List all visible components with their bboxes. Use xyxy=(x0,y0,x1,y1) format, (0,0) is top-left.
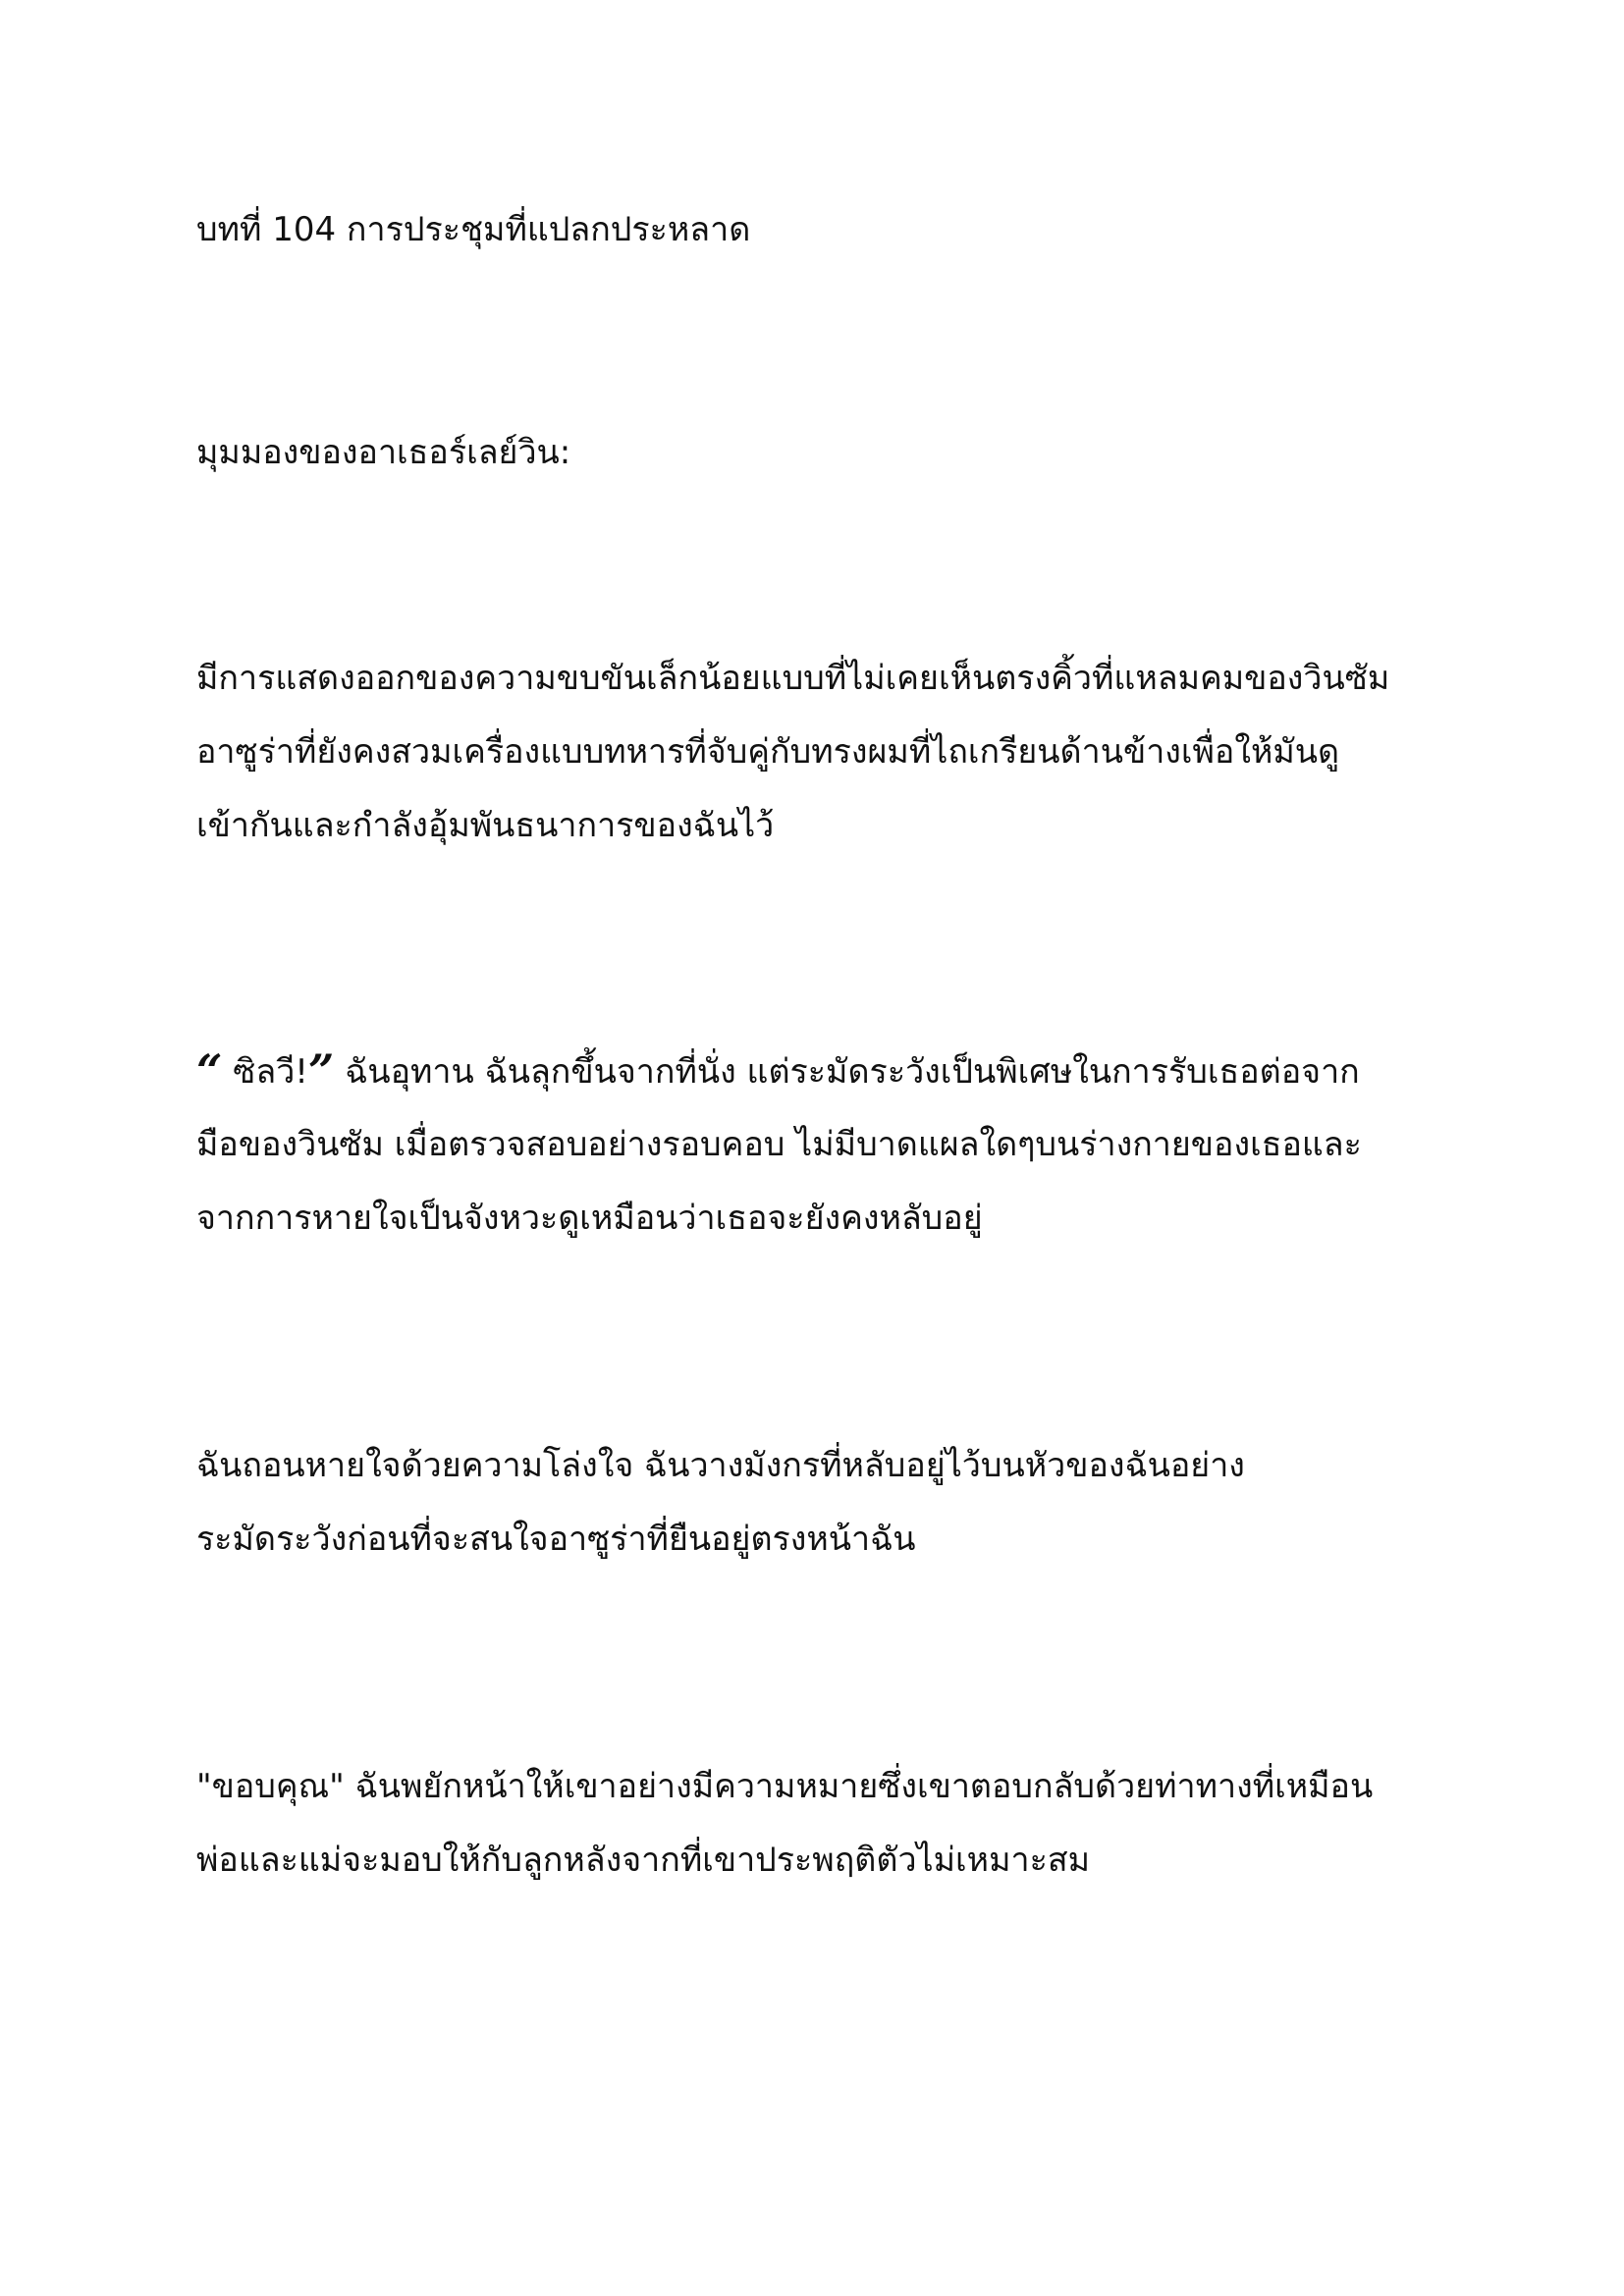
open-quote-mark: “ xyxy=(196,1044,223,1097)
paragraph-4-line-1: "ขอบคุณ" ฉันพยักหน้าให้เขาอย่างมีความหมายซึ่งเขาตอบกลับด้วยท่าทางที่เหมือน xyxy=(196,1767,1374,1806)
paragraph-2-line-3: จากการหายใจเป็นจังหวะดูเหมือนว่าเธอจะยังคงหลับอยู่ xyxy=(196,1199,983,1238)
pov-heading xyxy=(196,416,1453,490)
close-quote-mark: ” xyxy=(307,1044,335,1097)
paragraph-2-line-1 xyxy=(196,1035,1453,1108)
pov-heading-text: มุมมองของอาเธอร์เลย์วิน: xyxy=(196,433,571,472)
chapter-title xyxy=(196,193,1453,267)
paragraph-3-line-2: ระมัดระวังก่อนที่จะสนใจอาซูร่าที่ยืนอยู่ตรงหน้าฉัน xyxy=(196,1520,916,1559)
paragraph-1-line-3: เข้ากันและกำลังอุ้มพันธนาการของฉันไว้ xyxy=(196,806,775,845)
speech-text: ซิลวี! xyxy=(222,1052,308,1092)
paragraph-1-line-1: มีการแสดงออกของความขบขันเล็กน้อยแบบที่ไม่เคยเห็นตรงคิ้วที่แหลมคมของวินซัม xyxy=(196,659,1390,698)
paragraph-1 xyxy=(196,642,1453,863)
paragraph-3 xyxy=(196,1429,1453,1576)
paragraph-2-line-2: มือของวินซัม เมื่อตรวจสอบอย่างรอบคอบ ไม่มีบาดแผลใดๆบนร่างกายของเธอและ xyxy=(196,1125,1362,1164)
paragraph-3-line-1: ฉันถอนหายใจด้วยความโล่งใจ ฉันวางมังกรที่หลับอยู่ไว้บนหัวของฉันอย่าง xyxy=(196,1446,1245,1485)
paragraph-1-line-2: อาซูร่าที่ยังคงสวมเครื่องแบบทหารที่จับคู่กับทรงผมที่ไถเกรียนด้านข้างเพื่อให้มันดู xyxy=(196,732,1340,772)
chapter-title-text: บทที่ 104 การประชุมที่แปลกประหลาด xyxy=(196,210,751,249)
paragraph-2-line-1-rest: ฉันอุทาน ฉันลุกขึ้นจากที่นั่ง แต่ระมัดระวังเป็นพิเศษในการรับเธอต่อจาก xyxy=(334,1052,1360,1092)
paragraph-4 xyxy=(196,1750,1453,1897)
paragraph-2 xyxy=(196,1035,1453,1255)
paragraph-4-line-2: พ่อและแม่จะมอบให้กับลูกหลังจากที่เขาประพฤติตัวไม่เหมาะสม xyxy=(196,1841,1091,1880)
